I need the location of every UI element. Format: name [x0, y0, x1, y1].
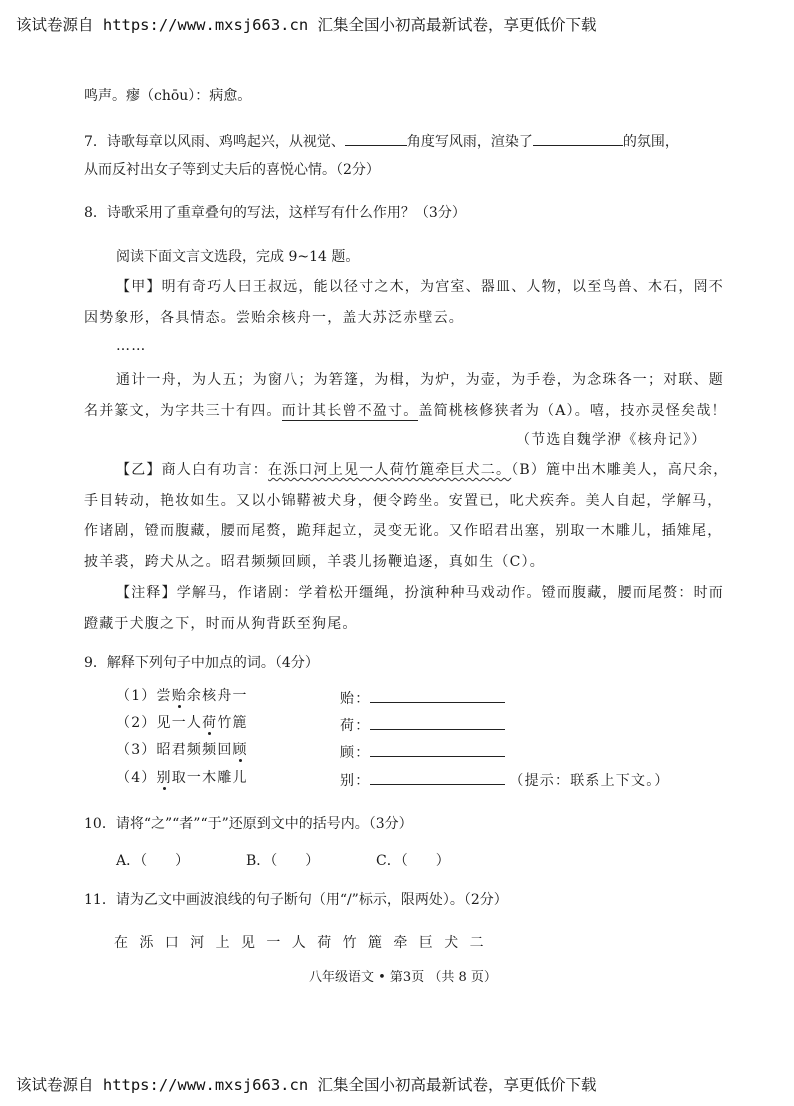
bottom-banner: [16, 1073, 597, 1095]
q9-answer-blank-4[interactable]: [370, 771, 505, 785]
note-line-2: 蹬藏于犬腹之下，时而从狗背跃至狗尾。: [84, 616, 358, 632]
jia-line-4: 名并篆文，为字共三十有四。而计其长曾不盈寸。盖简桃核修狭者为（A）。嘻，技亦灵怪矣哉！: [84, 403, 727, 419]
banner-slogan: 汇集全国小初高最新试卷，享更低价下载: [317, 1076, 597, 1094]
q10-option-b[interactable]: B．（ ）: [246, 853, 320, 869]
question-10-title: 10．请将“之”“者”“于”还原到文中的括号内。（3分）: [84, 816, 413, 832]
question-11-title: 11．请为乙文中画波浪线的句子断句（用“/”标示，限两处）。（2分）: [84, 892, 508, 908]
q9-item-2: （2）见一人荷竹簏: [116, 715, 248, 731]
emphasis-dot-char: 顾: [232, 742, 248, 758]
emphasis-dot-char: 荷: [202, 715, 218, 731]
note-line-1: 【注释】学解马，作诸剧：学着松开缰绳，扮演种种马戏动作。镫而腹藏，腰而尾赘：时而: [116, 585, 724, 601]
yi-line-1: 【乙】商人白有功言：在泺口河上见一人荷竹簏牵巨犬二。（B）簏中出木雕美人，高尺余，: [116, 462, 729, 478]
q9-answer-2: 荷：: [340, 716, 505, 733]
q10-option-a[interactable]: A．（ ）: [116, 853, 190, 869]
banner-slogan: 汇集全国小初高最新试卷，享更低价下载: [317, 16, 597, 34]
banner-source-label: 该试卷源自: [16, 16, 94, 34]
q11-sentence: 在泺口河上见一人荷竹簏牵巨犬二: [114, 935, 495, 951]
q9-answer-1: 贻：: [340, 689, 505, 706]
top-banner: [16, 13, 597, 35]
intro-line: 鸣声。瘳（chōu）：病愈。: [84, 88, 252, 104]
yi-line-2: 手目转动，艳妆如生。又以小锦鞯被犬身，便令跨坐。安置已，叱犬疾奔。美人自起，学解马，: [84, 493, 723, 509]
yi-wavy-sentence: 在泺口河上见一人荷竹簏牵巨犬二。: [268, 462, 512, 478]
jia-line-1: 【甲】明有奇巧人曰王叔远，能以径寸之木，为宫室、器皿、人物，以至鸟兽、木石，罔不: [116, 279, 724, 295]
question-7-line2: 从而反衬出女子等到丈夫后的喜悦心情。（2分）: [84, 162, 380, 178]
jia-line-3: 通计一舟，为人五；为窗八；为箬篷，为楫，为炉，为壶，为手卷，为念珠各一；对联、题: [116, 372, 724, 388]
q7-blank-1[interactable]: [345, 132, 407, 146]
passage-intro: 阅读下面文言文选段，完成 9~14 题。: [116, 249, 360, 265]
q9-answer-blank-1[interactable]: [370, 689, 505, 703]
q7-blank-2[interactable]: [533, 132, 623, 146]
question-7-line1: 7．诗歌每章以风雨、鸡鸣起兴，从视觉、 角度写风雨，渲染了 的氛围，: [84, 134, 679, 150]
q9-item-3: （3）昭君频频回顾: [116, 742, 248, 758]
q9-answer-4: 别： （提示：联系上下文。）: [340, 773, 670, 789]
jia-underlined-sentence: 而计其长曾不盈寸。: [281, 403, 419, 419]
emphasis-dot-char: 别: [156, 770, 172, 786]
yi-line-4: 披羊裘，跨犬从之。昭君频频回顾，羊裘儿扬鞭追逐，真如生（C）。: [84, 554, 545, 570]
q9-answer-3: 顾：: [340, 743, 505, 760]
question-8: 8．诗歌采用了重章叠句的写法，这样写有什么作用？（3分）: [84, 205, 466, 221]
banner-source-label: 该试卷源自: [16, 1076, 94, 1094]
page-footer: 八年级语文 • 第3页 （共 8 页）: [309, 970, 497, 985]
q9-item-4: （4）别取一木雕儿: [116, 770, 248, 786]
question-9-title: 9．解释下列句子中加点的词。（4分）: [84, 655, 319, 671]
jia-line-2: 因势象形，各具情态。尝贻余核舟一，盖大苏泛赤壁云。: [84, 310, 464, 326]
q10-option-c[interactable]: C．（ ）: [376, 853, 450, 869]
q9-item-1: （1）尝贻余核舟一: [116, 688, 248, 704]
q9-answer-blank-3[interactable]: [370, 743, 505, 757]
banner-url-link[interactable]: https://www.mxsj663.cn: [102, 16, 309, 34]
jia-source: （节选自魏学洢《核舟记》）: [516, 432, 707, 448]
emphasis-dot-char: 贻: [171, 688, 187, 704]
yi-line-3: 作诸剧，镫而腹藏，腰而尾赘，跪拜起立，灵变无讹。又作昭君出塞，别取一木雕儿，插雉尾，: [84, 523, 723, 539]
q9-hint: （提示：联系上下文。）: [509, 773, 670, 789]
banner-url-link[interactable]: https://www.mxsj663.cn: [102, 1076, 309, 1094]
q9-answer-blank-2[interactable]: [370, 716, 505, 730]
jia-ellipsis: ……: [116, 338, 147, 354]
